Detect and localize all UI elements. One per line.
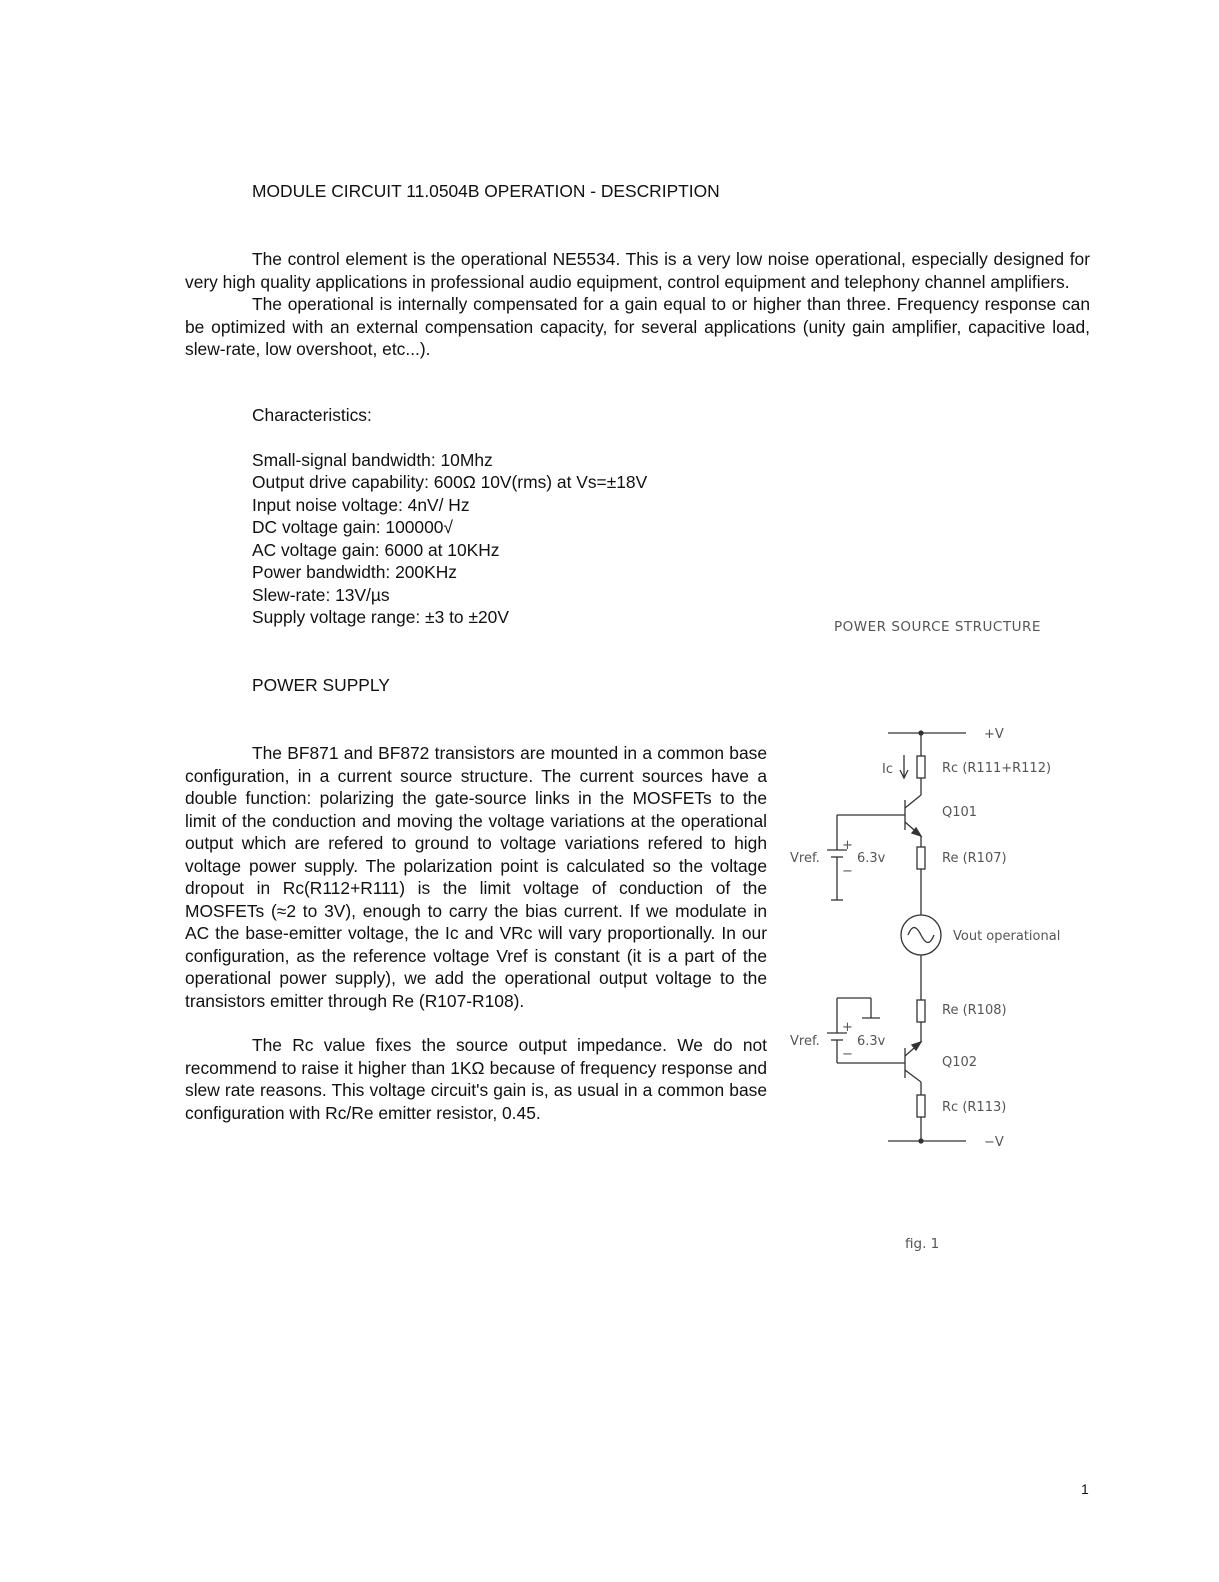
label-vplus: +V bbox=[984, 727, 1004, 742]
label-6v3-2: 6.3v bbox=[857, 1034, 886, 1049]
power-supply-section bbox=[185, 742, 767, 1124]
page-number: 1 bbox=[1081, 1481, 1089, 1497]
resistor-rc-bottom bbox=[917, 1095, 925, 1117]
page-title: MODULE CIRCUIT 11.0504B OPERATION - DESCRIPTION bbox=[252, 181, 720, 201]
figure-caption: fig. 1 bbox=[905, 1236, 940, 1252]
characteristics-heading: Characteristics: bbox=[252, 405, 372, 425]
characteristic-item: DC voltage gain: 100000√ bbox=[252, 517, 453, 537]
characteristic-item: Supply voltage range: ±3 to ±20V bbox=[252, 607, 509, 627]
label-ic: Ic bbox=[882, 762, 893, 777]
label-vout: Vout operational bbox=[953, 929, 1061, 944]
intro-section bbox=[185, 248, 1090, 361]
label-re-bottom: Re (R108) bbox=[942, 1003, 1007, 1018]
label-vref-1: Vref. bbox=[790, 851, 820, 866]
power-supply-paragraph-2: The Rc value fixes the source output impedance. We do not recommend to raise it higher than 1KΩ because of frequency response and slew rate reasons. This voltage circuit's gain is, as usual in a common base configuration with Rc/Re emitter resistor, 0.45. bbox=[185, 1035, 767, 1123]
label-re-top: Re (R107) bbox=[942, 851, 1007, 866]
characteristic-item: Small-signal bandwidth: 10Mhz bbox=[252, 450, 493, 470]
characteristic-item: Input noise voltage: 4nV/ Hz bbox=[252, 495, 470, 515]
figure-title: POWER SOURCE STRUCTURE bbox=[834, 619, 1041, 635]
label-vref-2: Vref. bbox=[790, 1034, 820, 1049]
label-q102: Q102 bbox=[942, 1055, 978, 1070]
transistor-q101 bbox=[905, 795, 921, 836]
circuit-diagram bbox=[780, 715, 1080, 1165]
power-supply-paragraph-1: The BF871 and BF872 transistors are mounted in a common base configuration, in a current source structure. The current sources have a double function: polarizing the gate-source links in the MOSFETs to the limit of the conduction and moving the voltage variations at the operational output which are refered to ground to voltage variations refered to high voltage power supply. The polarization point is calculated so the voltage dropout in Rc(R112+R111) is the limit voltage of conduction of the MOSFETs (≈2 to 3V), enough to carry the bias current. If we modulate in AC the base-emitter voltage, the Ic and VRc will vary proportionally. In our configuration, as the reference voltage Vref is constant (it is a part of the operational power supply), we add the operational output voltage to the transistors emitter through Re (R107-R108). bbox=[185, 743, 767, 1011]
resistor-rc-top bbox=[917, 756, 925, 778]
label-plus-2: + bbox=[842, 1020, 853, 1035]
intro-paragraph-2: The operational is internally compensated for a gain equal to or higher than three. Frequency response can be optimized with an external compensation capacity, for several applications (unity gain amplifier, capacitive load, slew-rate, low overshoot, etc...). bbox=[185, 294, 1090, 359]
label-6v3-1: 6.3v bbox=[857, 851, 886, 866]
label-vminus: −V bbox=[984, 1135, 1004, 1150]
intro-paragraph-1: The control element is the operational NE5534. This is a very low noise operational, especially designed for very high quality applications in professional audio equipment, control equipment and telephony channel amplifiers. bbox=[185, 249, 1090, 292]
label-q101: Q101 bbox=[942, 805, 978, 820]
power-supply-heading: POWER SUPPLY bbox=[252, 675, 390, 695]
characteristic-item: Slew-rate: 13V/µs bbox=[252, 585, 390, 605]
label-rc-top: Rc (R111+R112) bbox=[942, 761, 1052, 776]
characteristic-item: Output drive capability: 600Ω 10V(rms) at Vs=±18V bbox=[252, 472, 648, 492]
transistor-q102 bbox=[905, 1042, 921, 1082]
label-minus-1: − bbox=[842, 864, 853, 879]
label-plus-1: + bbox=[842, 838, 853, 853]
resistor-re-top bbox=[917, 847, 925, 869]
resistor-re-bottom bbox=[917, 1000, 925, 1022]
characteristic-item: Power bandwidth: 200KHz bbox=[252, 562, 457, 582]
characteristic-item: AC voltage gain: 6000 at 10KHz bbox=[252, 540, 500, 560]
label-minus-2: − bbox=[842, 1047, 853, 1062]
label-rc-bottom: Rc (R113) bbox=[942, 1100, 1007, 1115]
